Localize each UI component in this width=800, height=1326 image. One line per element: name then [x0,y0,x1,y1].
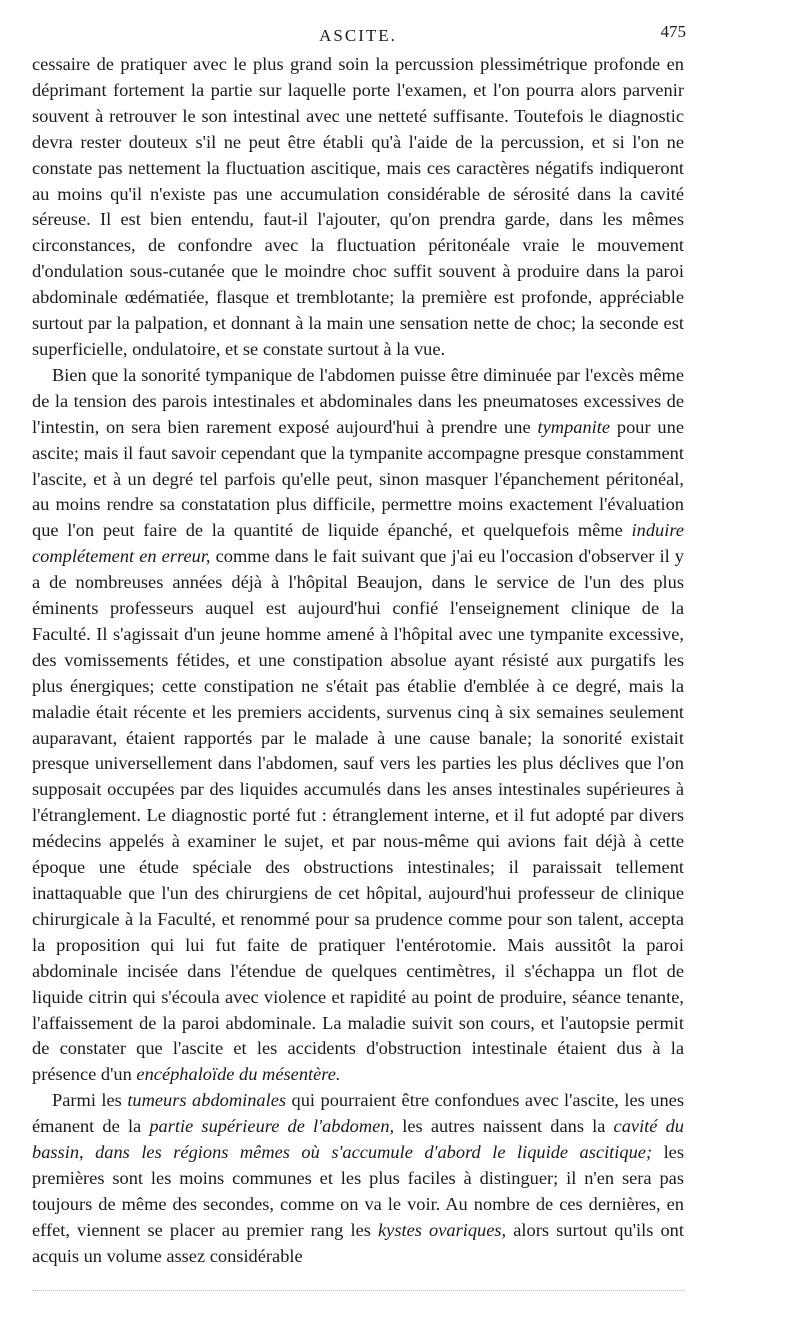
paragraph [32,1088,684,1269]
italic-text-run: tumeurs abdominales [127,1090,287,1111]
paragraph [32,52,684,363]
text-run: cessaire de pratiquer avec le plus grand soin la percussion plessimétrique profonde en déprimant fortement la partie sur laquelle porte l'examen, et l'on pourra alors parvenir souvent à retrouver le son intestinal avec une netteté suffisante. Toutefois le diagnostic devra rester douteux s'il ne peut être établi qu'à l'aide de la percussion, et si l'on ne constate pas nettement la fluctuation ascitique, mais ces caractères négatifs indiqueront au moins qu'il n'existe pas une accumulation considérable de sérosité dans la cavité séreuse. Il est bien entendu, faut-il l'ajouter, qu'on prendra garde, dans les mêmes circonstances, de confondre avec la fluctuation péritonéale vraie le mouvement d'ondulation sous-cutanée que le moindre choc suffit souvent à produire dans la paroi abdominale œdématiée, flasque et tremblotante; la première est profonde, appréciable surtout par la palpation, et donnant à la main une sensation nette de choc; la seconde est superficielle, ondulatoire, et se constate surtout à la vue. [32,54,684,359]
text-run: les autres naissent dans la [394,1116,614,1137]
running-title: ASCITE. [319,26,397,45]
text-run: les premières sont les moins communes et les plus faciles à distinguer; il n'en sera pas toujours de même des secondes, comme on va le voir. Au nombre de ces dernières, en effet, viennent se placer au premier rang les [32,1142,684,1240]
italic-text-run: induire complétement en erreur, [32,520,684,567]
body-text [32,52,684,1270]
italic-text-run: partie supérieure de l'abdomen, [149,1116,395,1137]
italic-text-run: cavité du bassin, dans les régions mêmes où s'accumule d'abord le liquide ascitique; [32,1116,684,1163]
book-page [32,22,684,1270]
page-number: 475 [660,22,686,41]
text-run: pour une ascite; mais il faut savoir cependant que la tympanite accompagne presque constamment l'ascite, et à un degré tel parfois qu'elle peut, sinon masquer l'épanchement péritonéal, au moins rendre sa constatation plus difficile, permettre moins exactement l'évaluation que l'on peut faire de la quantité de liquide épanché, et quelquefois même [32,416,684,541]
running-header [32,22,684,52]
text-run: comme dans le fait suivant que j'ai eu l'occasion d'observer il y a de nombreuses années déjà à l'hôpital Beaujon, dans le service de l'un des plus éminents professeurs auquel est aujourd'hui confié l'enseignement clinique de la Faculté. Il s'agissait d'un jeune homme amené à l'hôpital avec une tympanite excessive, des vomissements fétides, et une constipation absolue ayant résisté aux purgatifs les plus énergiques; cette constipation ne s'était pas établie d'emblée à ce degré, mais la maladie était récente et les premiers accidents, survenus cinq à six semaines seulement auparavant, étaient rapportés par le malade à une cause banale; la sonorité existait presque universellement dans l'abdomen, sauf vers les parties les plus déclives que l'on supposait occupées par des liquides accumulés dans les anses intestinales supérieures à l'étranglement. Le diagnostic porté fut : étranglement interne, et il fut adopté par divers médecins appelés à examiner le sujet, et par nous-même qui avions fait déjà à cette époque une étude spéciale des obstructions intestinales; il paraissait tellement inattaquable que l'un des chirurgiens de cet hôpital, aujourd'hui professeur de clinique chirurgicale à la Faculté, et renommé pour sa prudence comme pour son talent, accepta la proposition qui lui fut faite de pratiquer l'entérotomie. Mais aussitôt la paroi abdominale incisée dans l'étendue de quelques centimètres, il s'échappa un flot de liquide citrin qui s'écoula avec violence et rapidité au point de produire, séance tenante, l'affaissement de la paroi abdominale. La maladie suivit son cours, et l'autopsie permit de constater que l'ascite et les accidents d'obstruction intestinale étaient dus à la présence d'un [32,546,684,1085]
text-run: alors surtout qu'ils ont acquis un volume assez considérable [32,1219,684,1266]
text-run: Parmi les [52,1090,128,1111]
paragraph [32,363,684,1088]
text-run: qui pourraient être confondues avec l'ascite, les unes émanent de la [32,1090,684,1137]
italic-text-run: kystes ovariques, [378,1219,507,1240]
italic-text-run: encéphaloïde du mésentère. [136,1064,341,1085]
italic-text-run: tympanite [537,416,611,437]
bottom-dotted-rule [32,1290,684,1292]
text-run: Bien que la sonorité tympanique de l'abdomen puisse être diminuée par l'excès même de la tension des parois intestinales et abdominales dans les pneumatoses excessives de l'intestin, on sera bien rarement exposé aujourd'hui à prendre une [32,364,684,437]
